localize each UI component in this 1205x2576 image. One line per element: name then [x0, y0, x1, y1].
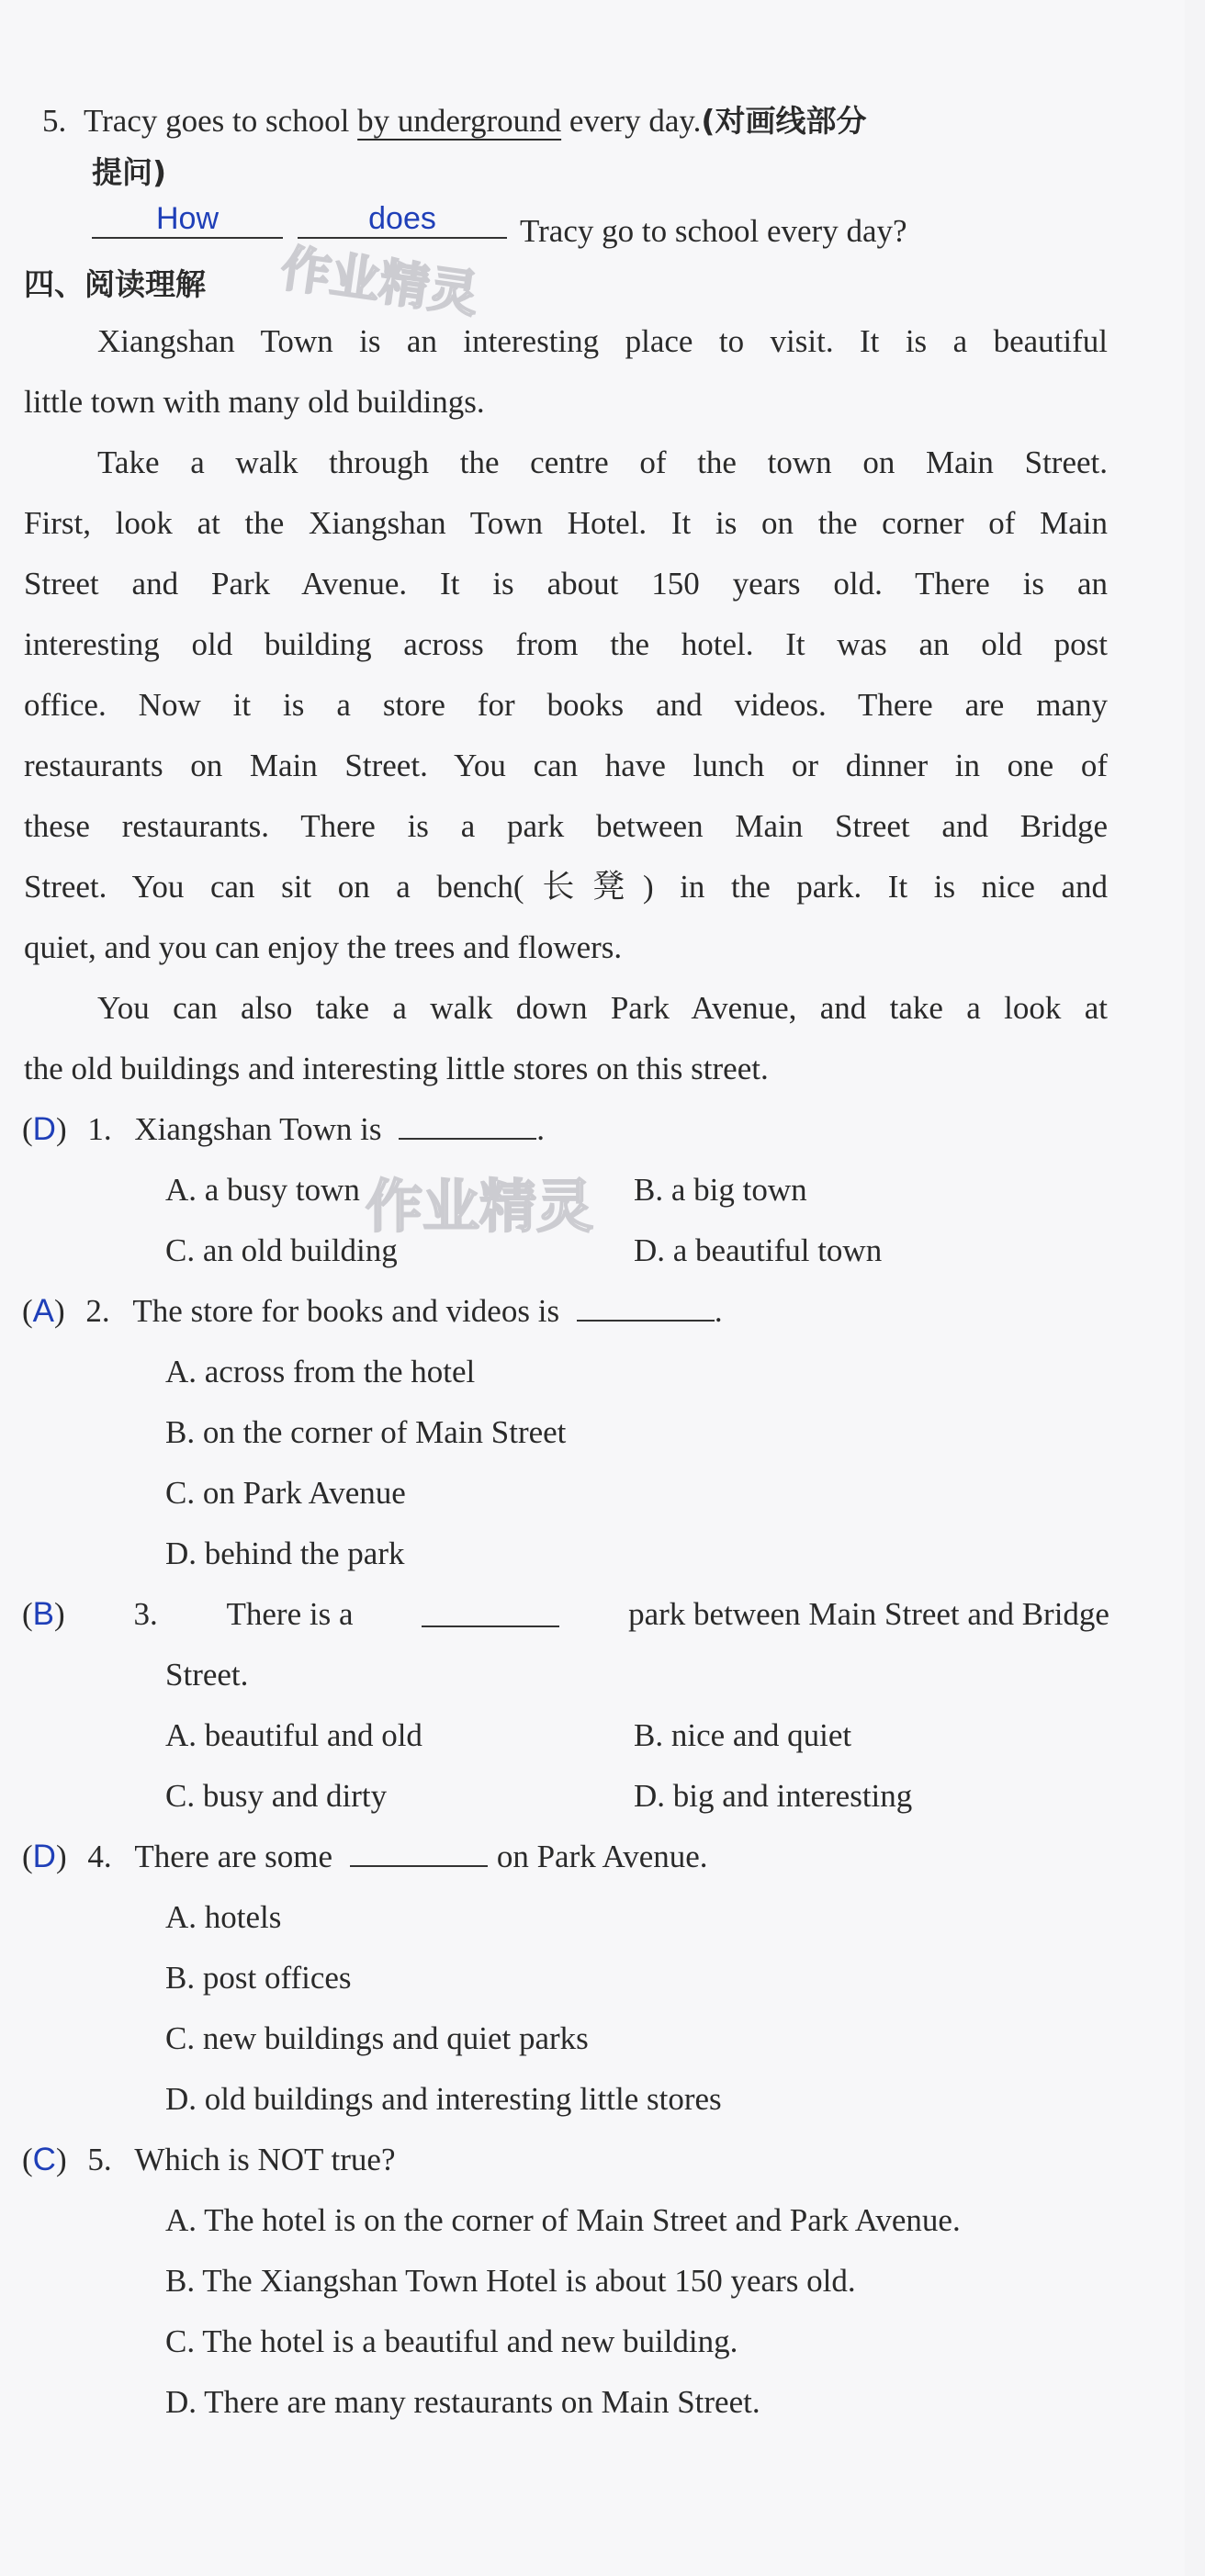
question-2: (A) 2. The store for books and videos is .	[22, 1293, 723, 1329]
option: C. The hotel is a beautiful and new building.	[165, 2323, 738, 2359]
passage-line: these restaurants. There is a park between Main Street and Bridge	[24, 808, 1108, 844]
watermark-logo: 作业精灵	[366, 1173, 594, 1240]
passage-line: the old buildings and interesting little stores on this street.	[24, 1051, 769, 1086]
passage-line: office. Now it is a store for books and videos. There are many	[24, 687, 1108, 723]
fill-blank	[399, 1110, 536, 1140]
option: C. new buildings and quiet parks	[165, 2020, 589, 2056]
option: D. behind the park	[165, 1535, 405, 1571]
option: A. across from the hotel	[165, 1354, 476, 1389]
answer-mark: B	[32, 1596, 55, 1632]
option: D. old buildings and interesting little stores	[165, 2081, 722, 2117]
rewrite-question: 5. Tracy goes to school by underground every day.(对画线部分	[42, 103, 867, 139]
question-4: (D) 4. There are some on Park Avenue.	[22, 1839, 708, 1874]
section-title: 四、阅读理解	[24, 266, 206, 302]
option: D. a beautiful town	[634, 1232, 883, 1268]
option: A. a busy town	[165, 1172, 360, 1208]
option: B. post offices	[165, 1960, 352, 1996]
passage-line: Street and Park Avenue. It is about 150 years old. There is an	[24, 566, 1108, 602]
question-3-cont: Street.	[165, 1657, 249, 1693]
question-1: (D) 1. Xiangshan Town is .	[22, 1111, 545, 1147]
passage-line: restaurants on Main Street. You can have lunch or dinner in one of	[24, 748, 1108, 783]
fill-blank	[350, 1838, 488, 1867]
option: A. The hotel is on the corner of Main Street and Park Avenue.	[165, 2202, 961, 2238]
option: B. The Xiangshan Town Hotel is about 150 years old.	[165, 2263, 856, 2299]
answer-mark: C	[32, 2142, 56, 2177]
passage-line: little town with many old buildings.	[24, 384, 485, 420]
rewrite-question-cont: 提问)	[92, 154, 167, 190]
passage-line: You can also take a walk down Park Avenue, and take a look at	[97, 990, 1108, 1026]
answer-mark: A	[32, 1293, 55, 1329]
answer-blank-1: How	[92, 200, 283, 239]
option: C. an old building	[165, 1232, 398, 1268]
answer-mark: D	[32, 1111, 56, 1147]
passage-line: interesting old building across from the hotel. It was an old post	[24, 626, 1108, 662]
option: B. nice and quiet	[634, 1717, 852, 1753]
option: D. There are many restaurants on Main Street.	[165, 2384, 760, 2420]
option: C. busy and dirty	[165, 1778, 388, 1814]
passage-line: Take a walk through the centre of the town on Main Street.	[97, 444, 1108, 480]
rewrite-rest: Tracy go to school every day?	[520, 213, 907, 249]
option: B. on the corner of Main Street	[165, 1414, 567, 1450]
option: A. hotels	[165, 1899, 282, 1935]
question-3: (B) 3. There is a park between Main Street and Bridge	[22, 1596, 1109, 1632]
answer-mark: D	[32, 1839, 56, 1874]
option: D. big and interesting	[634, 1778, 913, 1814]
fill-blank	[577, 1292, 715, 1322]
watermark-logo: 作业精灵	[277, 239, 482, 324]
question-5: (C) 5. Which is NOT true?	[22, 2142, 396, 2177]
answer-blank-2: does	[298, 200, 507, 239]
fill-blank	[422, 1598, 559, 1627]
passage-line: Xiangshan Town is an interesting place to visit. It is a beautiful	[97, 323, 1108, 359]
passage-line: quiet, and you can enjoy the trees and flowers.	[24, 929, 623, 965]
passage-line: Street. You can sit on a bench(长凳) in the park. It is nice and	[24, 869, 1108, 905]
passage-line: First, look at the Xiangshan Town Hotel. It is on the corner of Main	[24, 505, 1108, 541]
option: B. a big town	[634, 1172, 807, 1208]
option: C. on Park Avenue	[165, 1475, 406, 1511]
underlined-phrase: by underground	[357, 103, 562, 139]
option: A. beautiful and old	[165, 1717, 422, 1753]
